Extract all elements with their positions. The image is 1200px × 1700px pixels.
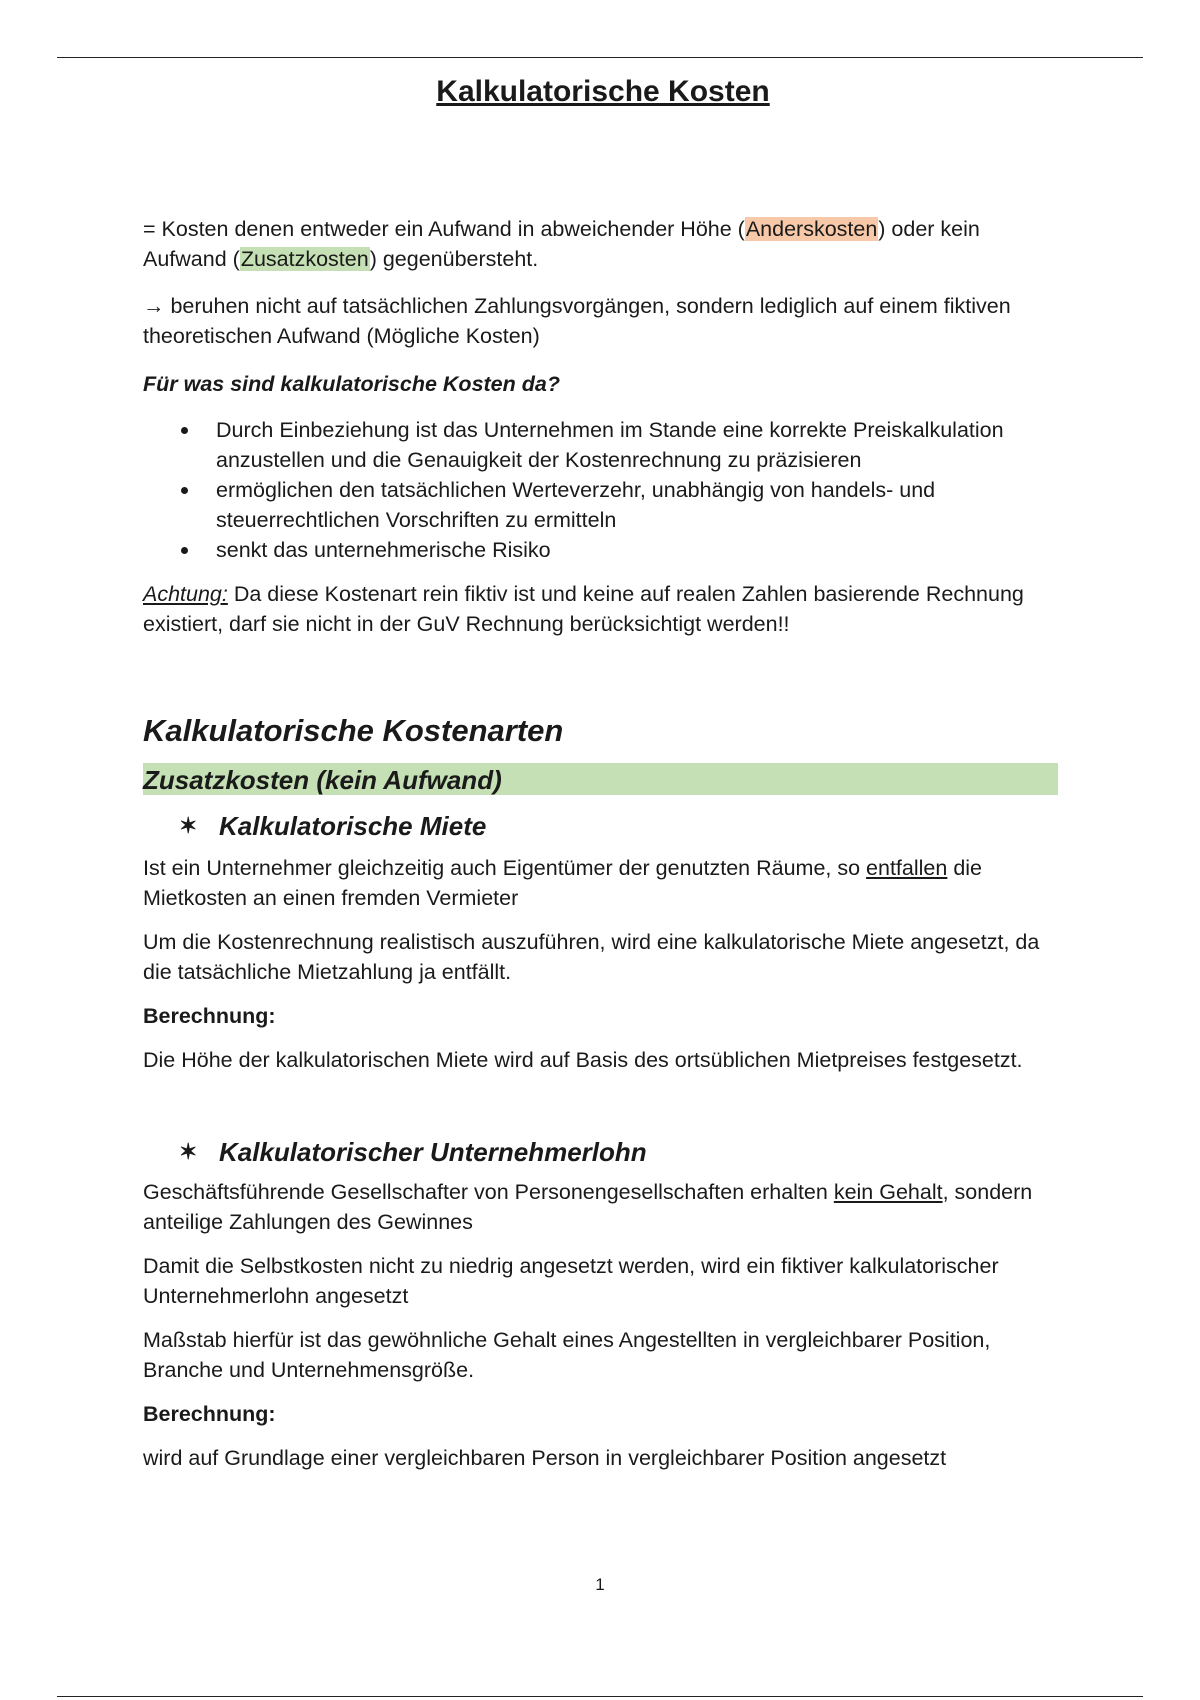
- page-number: 1: [595, 1575, 605, 1594]
- definition-paragraph: [143, 214, 1063, 274]
- heading-miete: [143, 809, 1063, 843]
- top-rule: [57, 57, 1143, 58]
- paragraph-text: Geschäftsführende Gesellschafter von Personengesellschaften erhalten: [143, 1180, 834, 1204]
- section-heading: Kalkulatorische Kostenarten: [143, 713, 564, 748]
- miete-paragraph-2: Um die Kostenrechnung realistisch auszuführen, wird eine kalkulatorische Miete angesetzt, da die tatsächliche Mietzahlung ja entfällt.: [143, 930, 1040, 984]
- warning-text: Da diese Kostenart rein fiktiv ist und keine auf realen Zahlen basierende Rechnung existiert, darf sie nicht in der GuV Rechnung berücksichtigt werden!!: [143, 582, 1024, 636]
- miete-calc-text: Die Höhe der kalkulatorischen Miete wird auf Basis des ortsüblichen Mietpreises festgesetzt.: [143, 1048, 1023, 1072]
- lohn-calc-text: wird auf Grundlage einer vergleichbaren Person in vergleichbarer Position angesetzt: [143, 1446, 947, 1470]
- star-icon: ✶: [179, 813, 198, 838]
- heading-unternehmerlohn: [143, 1135, 1063, 1169]
- paragraph-text: die Mietkosten an einen fremden Vermieter: [143, 856, 983, 910]
- bottom-rule: [57, 1696, 1143, 1697]
- document-body: [143, 66, 1063, 1473]
- star-icon: ✶: [179, 1139, 198, 1164]
- warning-label: Achtung:: [143, 582, 228, 606]
- list-item: [143, 415, 1063, 475]
- highlight-anderskosten: Anderskosten: [745, 217, 878, 241]
- underlined-word: entfallen: [866, 856, 948, 880]
- definition-text: ) oder kein Aufwand (: [143, 217, 980, 271]
- bullet-icon: [181, 487, 188, 494]
- bullet-icon: [181, 427, 188, 434]
- lohn-paragraph-2: Damit die Selbstkosten nicht zu niedrig angesetzt werden, wird ein fiktiver kalkulatorischer Unternehmerlohn angesetzt: [143, 1254, 999, 1308]
- highlight-zusatzkosten: Zusatzkosten: [240, 247, 369, 271]
- warning-paragraph: [143, 579, 1063, 639]
- heading-text: Kalkulatorische Miete: [219, 811, 487, 841]
- miete-paragraph-1: [143, 853, 1063, 913]
- underlined-word: kein Gehalt: [833, 1180, 943, 1204]
- document-title: Kalkulatorische Kosten: [436, 75, 770, 108]
- miete-calc-label: Berechnung:: [143, 1004, 276, 1028]
- lohn-paragraph-3: Maßstab hierfür ist das gewöhnliche Gehalt eines Angestellten in vergleichbarer Position, Branche und Unternehmensgröße.: [143, 1328, 991, 1382]
- paragraph-text: Ist ein Unternehmer gleichzeitig auch Eigentümer der genutzten Räume, so: [143, 856, 867, 880]
- list-item-text: senkt das unternehmerische Risiko: [216, 538, 551, 562]
- definition-text: ) gegenübersteht.: [369, 247, 539, 271]
- subsection-band: Zusatzkosten (kein Aufwand): [143, 763, 1058, 795]
- paragraph-text: , sondern anteilige Zahlungen des Gewinnes: [143, 1180, 1033, 1234]
- list-item: [143, 535, 1063, 565]
- arrow-note: → beruhen nicht auf tatsächlichen Zahlungsvorgängen, sondern lediglich auf einem fiktiven theoretischen Aufwand (Mögliche Kosten): [143, 294, 1011, 348]
- heading-text: Kalkulatorischer Unternehmerlohn: [219, 1137, 647, 1167]
- lohn-paragraph-1: [143, 1177, 1063, 1237]
- bullet-icon: [181, 547, 188, 554]
- list-item: [143, 475, 1063, 535]
- lohn-calc-label: Berechnung:: [143, 1402, 276, 1426]
- list-item-text: ermöglichen den tatsächlichen Werteverzehr, unabhängig von handels- und steuerrechtlichen Vorschriften zu ermitteln: [216, 478, 936, 532]
- question-heading: Für was sind kalkulatorische Kosten da?: [143, 372, 560, 396]
- purpose-list: [143, 415, 1063, 565]
- definition-text: = Kosten denen entweder ein Aufwand in abweichender Höhe (: [143, 217, 745, 241]
- list-item-text: Durch Einbeziehung ist das Unternehmen im Stande eine korrekte Preiskalkulation anzustellen und die Genauigkeit der Kostenrechnung zu präzisieren: [216, 418, 1004, 472]
